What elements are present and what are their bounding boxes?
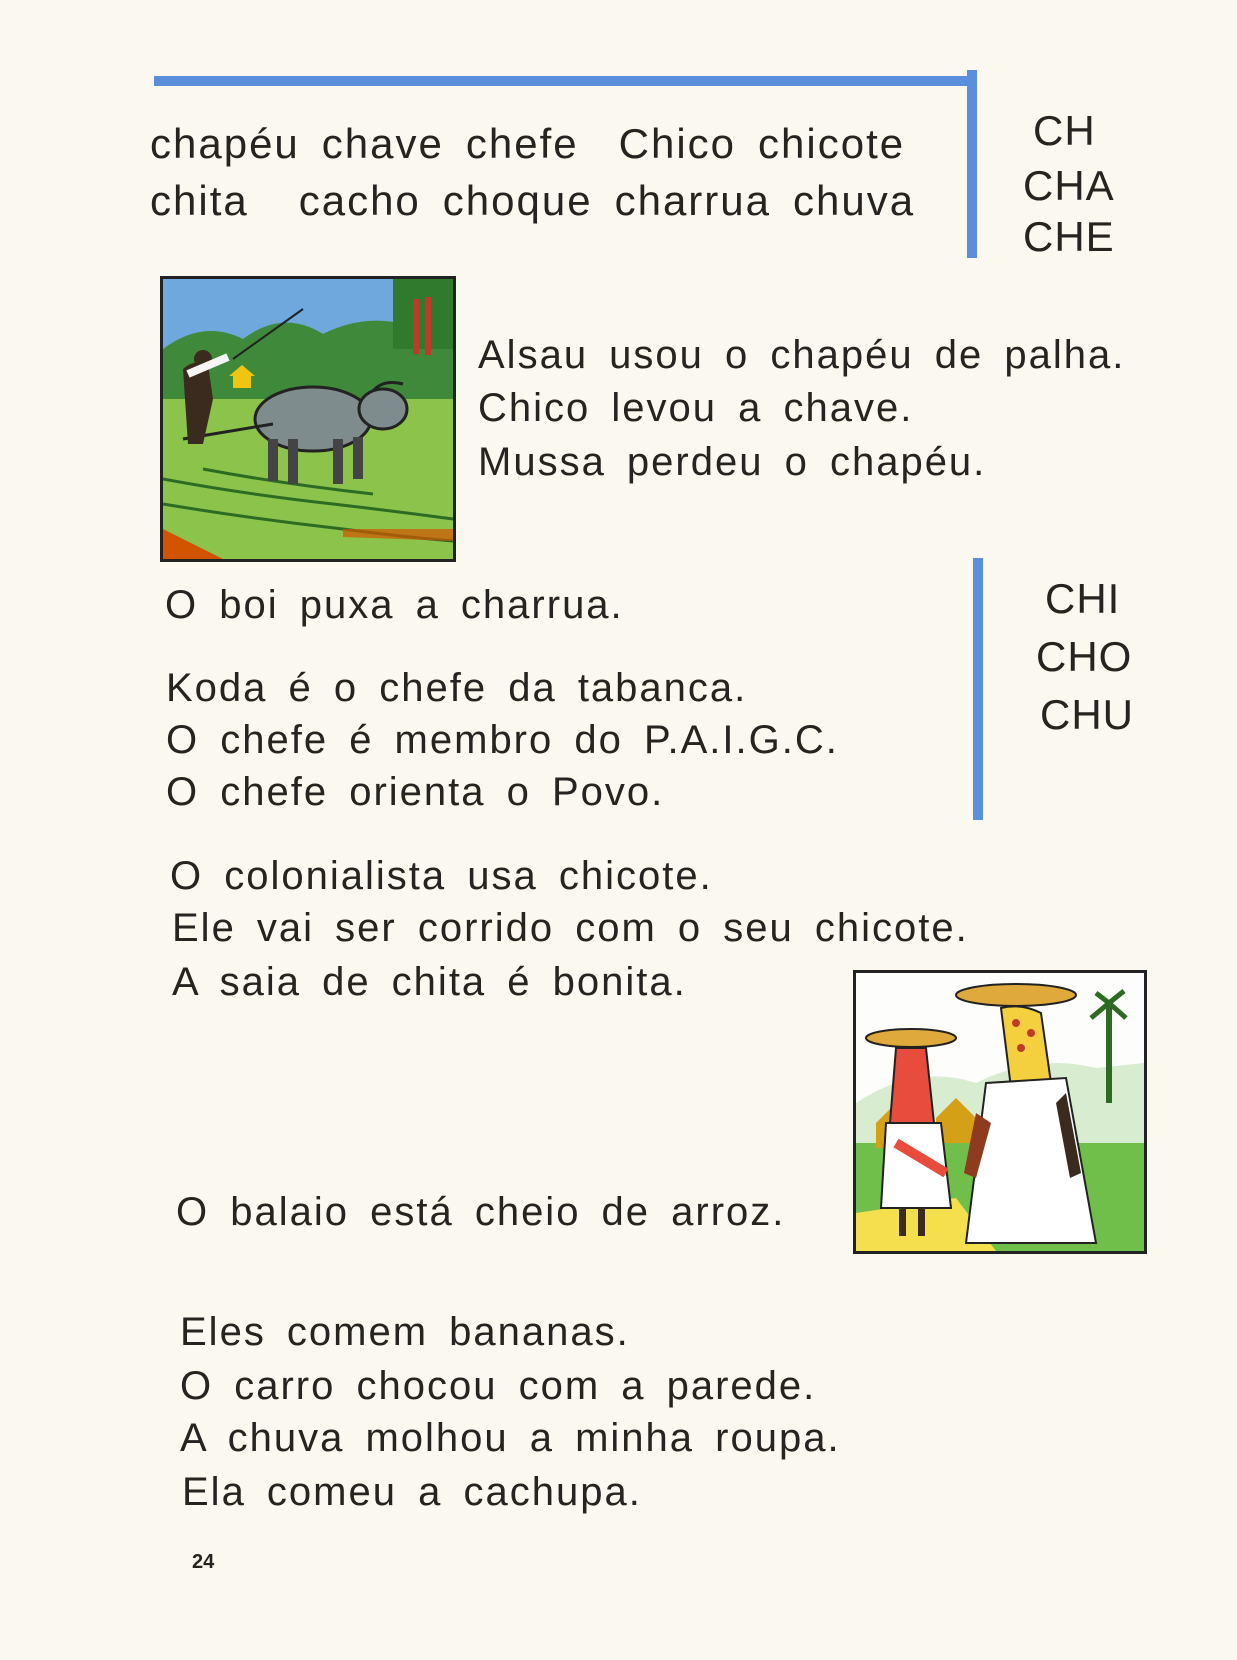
word: chita bbox=[150, 177, 249, 224]
word: chicote bbox=[758, 120, 906, 167]
sentence: O colonialista usa chicote. bbox=[170, 854, 713, 898]
word: cacho bbox=[298, 177, 421, 224]
top-box-right-border bbox=[967, 70, 977, 258]
word: Chico bbox=[618, 120, 737, 167]
syllable-cho: CHO bbox=[1036, 633, 1133, 680]
word: chave bbox=[321, 120, 444, 167]
sentence: A chuva molhou a minha roupa. bbox=[180, 1416, 841, 1460]
sentence: O boi puxa a charrua. bbox=[165, 583, 624, 627]
syllable-che: CHE bbox=[1023, 213, 1115, 260]
word: chapéu bbox=[150, 120, 300, 167]
word-list-row-2 bbox=[150, 177, 937, 224]
page-number: 24 bbox=[192, 1551, 215, 1573]
word-list-row-1 bbox=[150, 120, 927, 167]
sentence: Mussa perdeu o chapéu. bbox=[478, 440, 987, 484]
women-carrying-baskets-illustration bbox=[853, 970, 1147, 1254]
sentence: O chefe orienta o Povo. bbox=[166, 770, 665, 814]
syllable-chi: CHI bbox=[1045, 575, 1121, 622]
word: chuva bbox=[793, 177, 916, 224]
sentence: O chefe é membro do P.A.I.G.C. bbox=[166, 718, 839, 762]
syllable-ch: CH bbox=[1033, 107, 1096, 154]
sentence: O carro chocou com a parede. bbox=[180, 1364, 817, 1408]
sentence: Eles comem bananas. bbox=[180, 1310, 630, 1354]
syllable-cha: CHA bbox=[1023, 162, 1115, 209]
sentence: A saia de chita é bonita. bbox=[172, 960, 687, 1004]
word: choque bbox=[442, 177, 593, 224]
top-box-top-border bbox=[154, 76, 977, 86]
sentence: Alsau usou o chapéu de palha. bbox=[478, 333, 1126, 377]
sentence: Koda é o chefe da tabanca. bbox=[166, 666, 748, 710]
ox-plough-illustration bbox=[160, 276, 456, 562]
word: charrua bbox=[614, 177, 771, 224]
sentence: Ele vai ser corrido com o seu chicote. bbox=[172, 906, 969, 950]
word: chefe bbox=[465, 120, 579, 167]
sentence: Ela comeu a cachupa. bbox=[182, 1470, 642, 1514]
sentence: O balaio está cheio de arroz. bbox=[176, 1190, 786, 1234]
syllable-chu: CHU bbox=[1040, 691, 1134, 738]
sentence: Chico levou a chave. bbox=[478, 386, 914, 430]
middle-box-left-border bbox=[973, 558, 983, 820]
